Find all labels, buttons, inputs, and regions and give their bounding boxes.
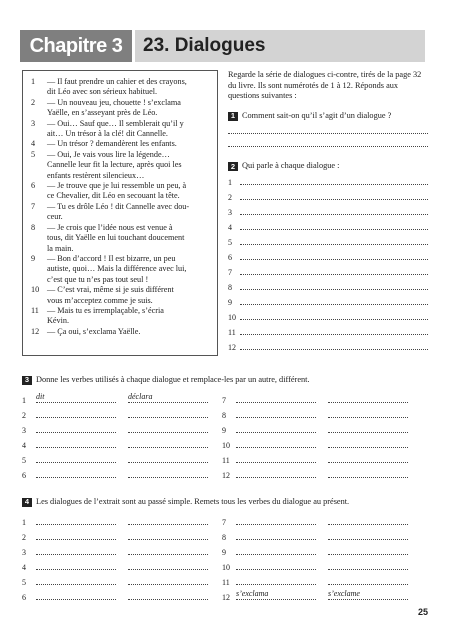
question-2-number: 2: [228, 162, 238, 171]
original-verb-field[interactable]: [36, 554, 116, 555]
speaker-answer-row: [228, 277, 428, 292]
extract-line: [31, 212, 211, 222]
extract-line-text: Kévin.: [47, 316, 70, 326]
speaker-answer-row: [228, 337, 428, 352]
verb-row: [22, 542, 222, 557]
original-verb-field[interactable]: [36, 584, 116, 585]
row-number: 8: [222, 532, 226, 542]
verb-text: s’exclama: [236, 588, 269, 598]
new-verb-field[interactable]: [328, 462, 408, 463]
original-verb-field[interactable]: [36, 432, 116, 433]
extract-line-text: — Il faut prendre un cahier et des crayons,: [47, 77, 187, 86]
chapter-label: Chapitre 3: [29, 34, 123, 57]
speaker-answer-row: [228, 172, 428, 187]
extract-line-number: [31, 264, 47, 274]
verb-row: [22, 450, 222, 465]
original-verb-field[interactable]: [36, 569, 116, 570]
original-verb-field[interactable]: [236, 432, 316, 433]
row-number: 8: [228, 282, 232, 292]
row-number: 12: [222, 470, 230, 480]
new-verb-field[interactable]: [128, 524, 208, 525]
verb-row: [22, 557, 222, 572]
verb-row: [222, 390, 428, 405]
row-number: 10: [222, 562, 230, 572]
extract-line-text: — Un nouveau jeu, chouette ! s’exclama: [47, 97, 181, 107]
lesson-title: 23. Dialogues: [135, 30, 425, 62]
question-4-right-grid: [222, 512, 428, 602]
new-verb-field[interactable]: [328, 524, 408, 525]
row-number: 10: [222, 440, 230, 450]
original-verb-field[interactable]: [236, 584, 316, 585]
verb-row: [22, 465, 222, 480]
verb-text: dit: [36, 391, 45, 401]
speaker-answer-row: [228, 247, 428, 262]
answer-line[interactable]: [240, 184, 428, 185]
question-3-text: Donne les verbes utilisés à chaque dialogue et remplace-les par un autre, différent.: [36, 375, 310, 384]
row-number: 9: [222, 425, 226, 435]
speaker-answer-row: [228, 322, 428, 337]
extract-line-number: [31, 129, 47, 139]
speaker-answer-row: [228, 307, 428, 322]
extract-line-text: ceur.: [47, 212, 63, 222]
verb-row: [22, 420, 222, 435]
question-1-text: Comment sait-on qu’il s’agit d’un dialogue ?: [242, 110, 392, 120]
row-number: 1: [228, 177, 232, 187]
extract-line-text: — Je trouve que je lui ressemble un peu, à: [47, 181, 187, 191]
new-verb-field[interactable]: [328, 477, 408, 478]
extract-line-text: Yaëlle, en s’asseyant près de Léo.: [47, 108, 158, 118]
question-2: [228, 161, 428, 172]
original-verb-field[interactable]: [36, 447, 116, 448]
new-verb-field[interactable]: [328, 554, 408, 555]
extract-line-number: [31, 191, 47, 201]
extract-line-text: — Je crois que l’idée nous est venue à: [47, 222, 173, 232]
new-verb-field[interactable]: [128, 554, 208, 555]
extract-line-text: — Ça oui, s’exclama Yaëlle.: [47, 326, 141, 336]
new-verb-field[interactable]: [128, 462, 208, 463]
speaker-answer-row: [228, 292, 428, 307]
question-3-left-grid: [22, 390, 222, 480]
new-verb-field[interactable]: [128, 391, 208, 403]
extract-line: [31, 98, 211, 108]
verb-row: [222, 572, 428, 587]
original-verb-field[interactable]: [36, 539, 116, 540]
verb-row: [222, 420, 428, 435]
extract-line-text: ce Chevalier, dit Léo en secouant la tête.: [47, 191, 180, 201]
verb-row: [22, 390, 222, 405]
extract-line-number: [31, 233, 47, 243]
extract-line: [31, 150, 211, 160]
answer-line[interactable]: [240, 319, 428, 320]
row-number: 3: [22, 425, 26, 435]
extract-line: [31, 119, 211, 129]
original-verb-field[interactable]: [36, 391, 116, 403]
verb-row: [222, 465, 428, 480]
row-number: 4: [22, 562, 26, 572]
row-number: 6: [22, 592, 26, 602]
extract-line: [31, 202, 211, 212]
extract-line: [31, 244, 211, 254]
extract-line: [31, 306, 211, 316]
question-4-number: 4: [22, 498, 32, 507]
extract-line-text: — C’est vrai, même si je suis différent: [47, 285, 174, 295]
extract-line: [31, 327, 211, 337]
extract-line: [31, 223, 211, 233]
new-verb-field[interactable]: [128, 432, 208, 433]
answer-line[interactable]: [240, 274, 428, 275]
verb-text: déclara: [128, 391, 153, 401]
question-3: [22, 375, 428, 386]
answer-line[interactable]: [240, 229, 428, 230]
extract-line: [31, 181, 211, 191]
extract-line-text: — Un trésor ? demandèrent les enfants.: [47, 139, 177, 149]
original-verb-field[interactable]: [36, 462, 116, 463]
original-verb-field[interactable]: [36, 524, 116, 525]
verb-row: [22, 572, 222, 587]
verb-row: [22, 405, 222, 420]
row-number: 2: [228, 192, 232, 202]
speaker-answer-row: [228, 202, 428, 217]
extract-line-number: 6: [31, 181, 36, 191]
question-4-text: Les dialogues de l’extrait sont au passé simple. Remets tous les verbes du dialogue au présent.: [36, 497, 350, 506]
verb-row: [222, 542, 428, 557]
extract-line: [31, 285, 211, 295]
row-number: 2: [22, 410, 26, 420]
row-number: 6: [22, 470, 26, 480]
new-verb-field[interactable]: [128, 599, 208, 600]
extract-line: [31, 191, 211, 201]
extract-line: [31, 108, 211, 118]
question-3-section: [22, 375, 428, 480]
extract-line-number: [31, 160, 47, 170]
row-number: 11: [222, 577, 230, 587]
row-number: 7: [222, 395, 226, 405]
question-1: [228, 111, 428, 122]
new-verb-field[interactable]: [328, 569, 408, 570]
original-verb-field[interactable]: [236, 477, 316, 478]
row-number: 4: [22, 440, 26, 450]
new-verb-field[interactable]: [328, 584, 408, 585]
extract-line-number: 11: [31, 305, 39, 315]
original-verb-field[interactable]: [236, 588, 316, 600]
verb-row: [22, 587, 222, 602]
answer-line[interactable]: [240, 259, 428, 260]
answer-line[interactable]: [240, 199, 428, 200]
question-2-answer-lines: [228, 172, 428, 352]
new-verb-field[interactable]: [328, 539, 408, 540]
extract-line-text: tous, dit Yaëlle en lui touchant doucement: [47, 233, 185, 243]
row-number: 11: [228, 327, 236, 337]
question-4: [22, 497, 428, 508]
new-verb-field[interactable]: [128, 584, 208, 585]
extract-line-text: — Tu es drôle Léo ! dit Cannelle avec dou-: [47, 201, 190, 211]
questions-column: [228, 70, 428, 352]
extract-line: [31, 139, 211, 149]
question-1-number: 1: [228, 112, 238, 121]
row-number: 3: [22, 547, 26, 557]
extract-line: [31, 275, 211, 285]
new-verb-field[interactable]: [328, 588, 408, 600]
extract-line-text: autiste, quoi… Mais la différence avec lui,: [47, 264, 187, 274]
extract-line-number: [31, 296, 47, 306]
verb-row: [22, 435, 222, 450]
extract-line-number: 7: [31, 201, 36, 211]
original-verb-field[interactable]: [36, 599, 116, 600]
extract-line-text: — Mais tu es irremplaçable, s’écria: [47, 305, 164, 315]
question-3-number: 3: [22, 376, 32, 385]
new-verb-field[interactable]: [328, 432, 408, 433]
chapter-header: [20, 30, 425, 62]
extract-line-text: enfants restèrent silencieux…: [47, 170, 145, 180]
row-number: 8: [222, 410, 226, 420]
extract-line-number: 9: [31, 253, 36, 263]
row-number: 7: [228, 267, 232, 277]
page-number: 25: [417, 607, 428, 617]
row-number: 2: [22, 532, 26, 542]
new-verb-field[interactable]: [328, 447, 408, 448]
extract-line: [31, 316, 211, 326]
row-number: 5: [22, 455, 26, 465]
verb-row: [22, 527, 222, 542]
row-number: 5: [228, 237, 232, 247]
dialogue-extract-box: [22, 70, 218, 356]
extract-line-number: 2: [31, 97, 36, 107]
extract-line-number: 4: [31, 139, 36, 149]
extract-line-number: [31, 212, 47, 222]
verb-row: [222, 435, 428, 450]
extract-line-number: 10: [31, 285, 40, 295]
question-2-text: Qui parle à chaque dialogue :: [242, 161, 340, 171]
verb-row: [222, 587, 428, 602]
extract-line-text: c’est que tu n’es pas tout seul !: [47, 274, 149, 284]
original-verb-field[interactable]: [236, 569, 316, 570]
extract-line-number: [31, 87, 47, 97]
row-number: 5: [22, 577, 26, 587]
row-number: 9: [222, 547, 226, 557]
new-verb-field[interactable]: [328, 417, 408, 418]
row-number: 4: [228, 222, 232, 232]
row-number: 6: [228, 252, 232, 262]
new-verb-field[interactable]: [128, 569, 208, 570]
extract-line-number: 8: [31, 222, 36, 232]
extract-line-text: la main.: [47, 243, 74, 253]
question-4-left-grid: [22, 512, 222, 602]
new-verb-field[interactable]: [128, 447, 208, 448]
extract-line-number: [31, 108, 47, 118]
extract-line-number: [31, 275, 47, 285]
original-verb-field[interactable]: [236, 402, 316, 403]
row-number: 12: [228, 342, 236, 352]
extract-line: [31, 296, 211, 306]
verb-row: [222, 450, 428, 465]
extract-line: [31, 129, 211, 139]
new-verb-field[interactable]: [328, 402, 408, 403]
new-verb-field[interactable]: [128, 417, 208, 418]
extract-line-text: — Bon d’accord ! Il est bizarre, un peu: [47, 253, 176, 263]
original-verb-field[interactable]: [236, 524, 316, 525]
new-verb-field[interactable]: [128, 477, 208, 478]
speaker-answer-row: [228, 217, 428, 232]
original-verb-field[interactable]: [36, 477, 116, 478]
row-number: 7: [222, 517, 226, 527]
answer-line[interactable]: [240, 214, 428, 215]
extract-line-number: 3: [31, 118, 36, 128]
row-number: 11: [222, 455, 230, 465]
original-verb-field[interactable]: [236, 554, 316, 555]
extract-line-text: vous m’acceptez comme je suis.: [47, 295, 153, 305]
original-verb-field[interactable]: [36, 417, 116, 418]
row-number: 1: [22, 395, 26, 405]
extract-line: [31, 171, 211, 181]
extract-line: [31, 254, 211, 264]
answer-line[interactable]: [240, 334, 428, 335]
extract-line-text: — Oui, Je vais vous lire la légende…: [47, 149, 170, 159]
extract-line-number: [31, 244, 47, 254]
row-number: 10: [228, 312, 236, 322]
verb-row: [222, 405, 428, 420]
extract-line-number: 12: [31, 326, 40, 336]
extract-line-number: 5: [31, 149, 36, 159]
extract-line-text: dit Léo avec son sérieux habituel.: [47, 87, 158, 97]
original-verb-field[interactable]: [236, 539, 316, 540]
question-4-section: [22, 497, 428, 602]
extract-line: [31, 87, 211, 97]
original-verb-field[interactable]: [236, 462, 316, 463]
verb-row: [222, 527, 428, 542]
extract-line-number: [31, 316, 47, 326]
verb-row: [222, 557, 428, 572]
verb-row: [22, 512, 222, 527]
extract-line-number: [31, 171, 47, 181]
verb-row: [222, 512, 428, 527]
answer-line[interactable]: [240, 304, 428, 305]
extract-line-text: — Oui… Sauf que… Il semblerait qu’il y: [47, 118, 184, 128]
row-number: 12: [222, 592, 230, 602]
extract-line: [31, 233, 211, 243]
speaker-answer-row: [228, 187, 428, 202]
extract-line-number: 1: [31, 77, 36, 86]
instructions-text: Regarde la série de dialogues ci-contre, tirés de la page 32 du livre. Ils sont numérotés de 1 à 12. Réponds aux questions suivantes :: [228, 70, 422, 101]
extract-line: [31, 264, 211, 274]
row-number: 9: [228, 297, 232, 307]
original-verb-field[interactable]: [236, 447, 316, 448]
speaker-answer-row: [228, 262, 428, 277]
extract-line-text: Cannelle leur fit la lecture, après quoi les: [47, 160, 182, 170]
question-3-right-grid: [222, 390, 428, 480]
speaker-answer-row: [228, 232, 428, 247]
original-verb-field[interactable]: [236, 417, 316, 418]
new-verb-field[interactable]: [128, 539, 208, 540]
answer-line[interactable]: [240, 244, 428, 245]
verb-text: s’exclame: [328, 588, 360, 598]
row-number: 3: [228, 207, 232, 217]
extract-line: [31, 160, 211, 170]
row-number: 1: [22, 517, 26, 527]
answer-line[interactable]: [240, 349, 428, 350]
extract-line: [31, 77, 211, 87]
extract-line-text: ait… Un trésor à la clé! dit Cannelle.: [47, 129, 168, 139]
answer-line[interactable]: [240, 289, 428, 290]
